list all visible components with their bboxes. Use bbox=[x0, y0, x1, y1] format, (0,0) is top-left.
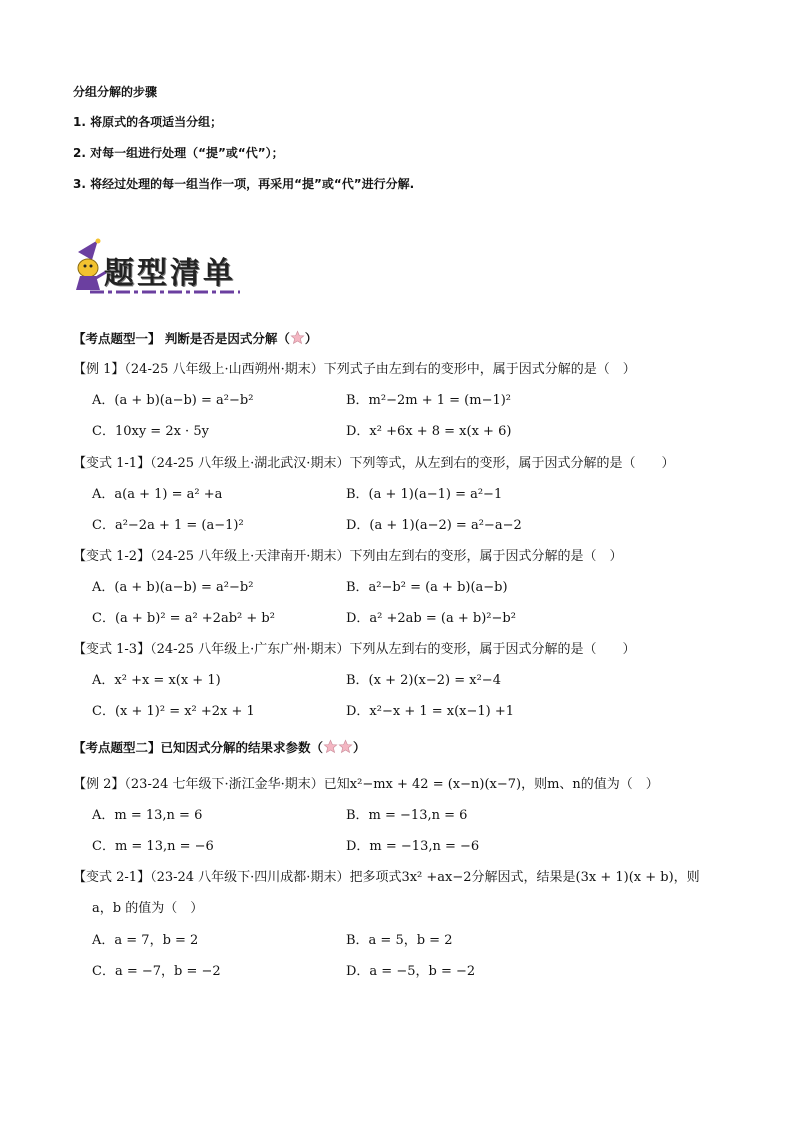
option-a[interactable]: A．(a + b)(a−b) = a²−b² bbox=[92, 393, 254, 408]
step-item-3: 3. 将经过处理的每一组当作一项，再采用“提”或“代”进行分解. bbox=[73, 177, 415, 191]
star-icon bbox=[290, 330, 305, 345]
option-a[interactable]: A．(a + b)(a−b) = a²−b² bbox=[92, 580, 254, 595]
question-stem: 【例 1】（24-25 八年级上·山西朔州·期末）下列式子由左到右的变形中，属于因式分解的是（ ） bbox=[73, 362, 636, 377]
option-b[interactable]: B．m = −13,n = 6 bbox=[346, 808, 468, 823]
section2-heading bbox=[73, 738, 366, 756]
question-stem-continued: a，b 的值为（ ） bbox=[92, 901, 204, 916]
option-d[interactable]: D．x² +6x + 8 = x(x + 6) bbox=[346, 424, 512, 439]
option-d[interactable]: D．a = −5，b = −2 bbox=[346, 964, 476, 979]
question-stem: 【变式 2-1】（23-24 八年级下·四川成都·期末）把多项式3x² +ax−2分解因式，结果是(3x + 1)(x + b)，则 bbox=[73, 870, 700, 885]
option-c[interactable]: C．10xy = 2x · 5y bbox=[92, 424, 209, 439]
section-banner bbox=[72, 238, 242, 298]
question-stem: 【变式 1-3】（24-25 八年级上·广东广州·期末）下列从左到右的变形，属于因式分解的是（ ） bbox=[73, 642, 636, 657]
step-item-2: 2. 对每一组进行处理（“提”或“代”）； bbox=[73, 146, 284, 160]
banner-title: 题型清单 bbox=[104, 256, 236, 291]
option-a[interactable]: A．m = 13,n = 6 bbox=[92, 808, 203, 823]
question-stem: 【例 2】（23-24 七年级下·浙江金华·期末）已知x²−mx + 42 = (x−n)(x−7)，则m、n的值为（ ） bbox=[73, 777, 659, 792]
option-a[interactable]: A．a = 7，b = 2 bbox=[92, 933, 199, 948]
step-item-1: 1. 将原式的各项适当分组； bbox=[73, 115, 223, 129]
steps-title: 分组分解的步骤 bbox=[73, 85, 158, 99]
option-a[interactable]: A．x² +x = x(x + 1) bbox=[92, 673, 221, 688]
option-b[interactable]: B．m²−2m + 1 = (m−1)² bbox=[346, 393, 512, 408]
option-c[interactable]: C．(a + b)² = a² +2ab² + b² bbox=[92, 611, 275, 626]
option-b[interactable]: B．(x + 2)(x−2) = x²−4 bbox=[346, 673, 501, 688]
section2-heading-text: 【考点题型二】已知因式分解的结果求参数（ bbox=[73, 740, 324, 755]
option-d[interactable]: D．(a + 1)(a−2) = a²−a−2 bbox=[346, 518, 522, 533]
option-c[interactable]: C．a = −7，b = −2 bbox=[92, 964, 221, 979]
star-icon bbox=[323, 739, 338, 754]
section1-heading bbox=[73, 329, 317, 347]
option-d[interactable]: D．m = −13,n = −6 bbox=[346, 839, 480, 854]
star-icon bbox=[338, 739, 353, 754]
section1-heading-end: ） bbox=[304, 331, 318, 346]
option-c[interactable]: C．m = 13,n = −6 bbox=[92, 839, 214, 854]
question-stem: 【变式 1-2】（24-25 八年级上·天津南开·期末）下列由左到右的变形，属于因式分解的是（ ） bbox=[73, 549, 623, 564]
option-d[interactable]: D．a² +2ab = (a + b)²−b² bbox=[346, 611, 516, 626]
option-c[interactable]: C．a²−2a + 1 = (a−1)² bbox=[92, 518, 244, 533]
banner-underline bbox=[90, 288, 240, 296]
option-d[interactable]: D．x²−x + 1 = x(x−1) +1 bbox=[346, 704, 515, 719]
section2-heading-end: ） bbox=[353, 740, 366, 755]
option-b[interactable]: B．a²−b² = (a + b)(a−b) bbox=[346, 580, 508, 595]
question-stem: 【变式 1-1】（24-25 八年级上·湖北武汉·期末）下列等式，从左到右的变形，属于因式分解的是（ ） bbox=[73, 456, 675, 471]
option-b[interactable]: B．a = 5，b = 2 bbox=[346, 933, 453, 948]
option-a[interactable]: A．a(a + 1) = a² +a bbox=[92, 487, 223, 502]
option-c[interactable]: C．(x + 1)² = x² +2x + 1 bbox=[92, 704, 255, 719]
option-b[interactable]: B．(a + 1)(a−1) = a²−1 bbox=[346, 487, 503, 502]
section1-heading-text: 【考点题型一】 判断是否是因式分解（ bbox=[73, 331, 290, 346]
